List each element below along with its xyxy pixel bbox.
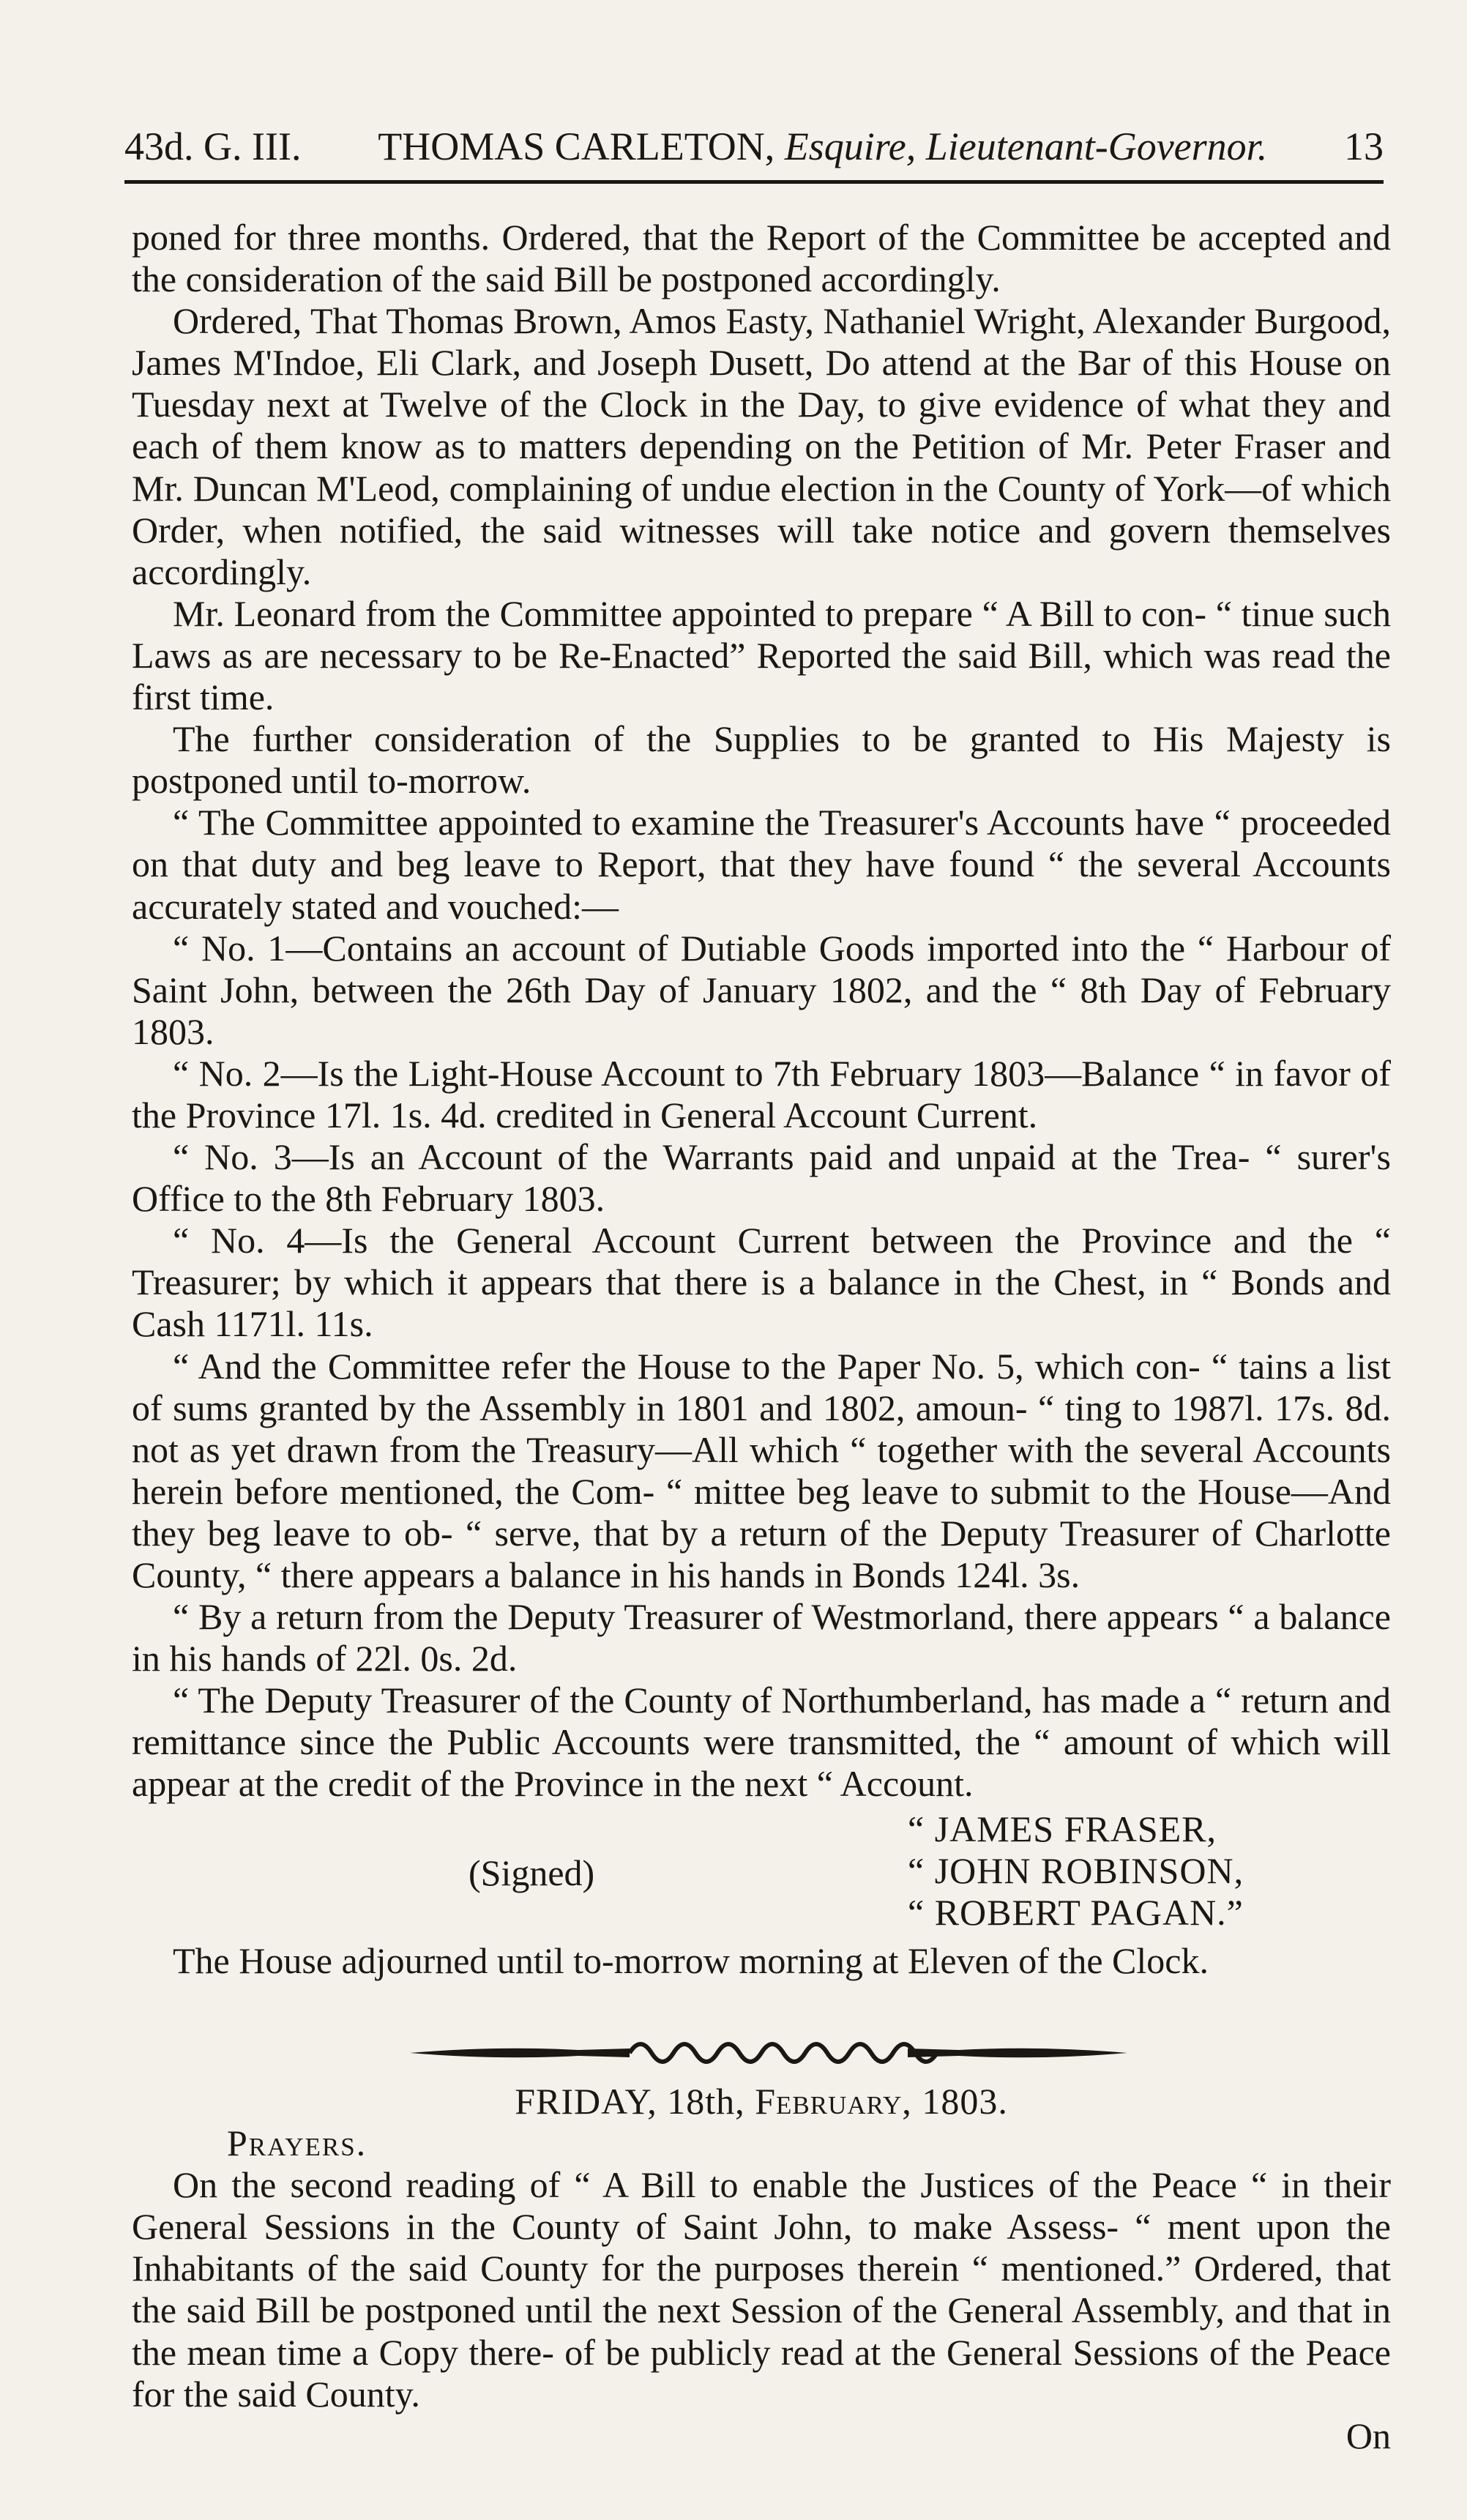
signature-block	[132, 1808, 1391, 1940]
date-prefix: FRIDAY, 18th,	[515, 2081, 755, 2122]
paragraph: “ The Deputy Treasurer of the County of Northumberland, has made a “ return and remittance since the Public Accounts were transmitted, the “ amount of which will appear at the credit of the Province in the next “ Account.	[132, 1680, 1391, 1805]
paragraph: “ No. 1—Contains an account of Dutiable Goods imported into the “ Harbour of Saint John, between the 26th Day of January 1802, and the “ 8th Day of February 1803.	[132, 927, 1391, 1052]
paragraph: “ By a return from the Deputy Treasurer of Westmorland, there appears “ a balance in his hands of 22l. 0s. 2d.	[132, 1596, 1391, 1680]
adjournment-line: The House adjourned until to-morrow morning at Eleven of the Clock.	[173, 1939, 1209, 1981]
header-rule	[124, 180, 1384, 184]
prayers-heading: Prayers.	[227, 2122, 367, 2164]
header-title-main: THOMAS CARLETON,	[378, 124, 785, 168]
session-date	[132, 2081, 1391, 2122]
paragraph: “ No. 3—Is an Account of the Warrants paid and unpaid at the Trea- “ surer's Office to the 8th February 1803.	[132, 1136, 1391, 1220]
header-title	[378, 124, 1267, 168]
paragraph: Mr. Leonard from the Committee appointed to prepare “ A Bill to con- “ tinue such Laws as are necessary to be Re-Enacted” Reported the said Bill, which was read the first time.	[132, 592, 1391, 718]
paragraph: On the second reading of “ A Bill to enable the Justices of the Peace “ in their General Sessions in the County of Saint John, to make Assess- “ ment upon the Inhabitants of the said County for the purposes therein “ mentioned.” Ordered, that the said Bill be postponed until the next Session of the General Assembly, and that in the mean time a Copy there- of be publicly read at the General Sessions of the Peace for the said County.	[132, 2164, 1391, 2415]
paragraph: “ The Committee appointed to examine the Treasurer's Accounts have “ proceeded on that duty and beg leave to Report, that they have found “ the several Accounts accurately stated and vouched:—	[132, 802, 1391, 927]
date-month: February,	[755, 2081, 912, 2122]
catchword: On	[1345, 2415, 1391, 2456]
signatory-list	[908, 1808, 1244, 1934]
signed-label: (Signed)	[469, 1852, 595, 1893]
paragraph: “ And the Committee refer the House to the Paper No. 5, which con- “ tains a list of sums granted by the Assembly in 1801 and 1802, amoun- “ ting to 1987l. 17s. 8d. not as yet drawn from the Treasury—All which “ together with the several Accounts herein before mentioned, the Com- “ mittee beg leave to submit to the House—And they beg leave to ob- “ serve, that by a return of the Deputy Treasurer of Charlotte County, “ there appears a balance in his hands in Bonds 124l. 3s.	[132, 1345, 1391, 1595]
paragraph: poned for three months. Ordered, that the Report of the Committee be accepted and the consideration of the said Bill be postponed accordingly.	[132, 217, 1391, 300]
header-title-italic: Esquire, Lieutenant-Governor.	[784, 124, 1268, 168]
regnal-year: 43d. G. III.	[124, 124, 302, 168]
body-text	[132, 217, 1391, 1982]
signatory-name: “ JAMES FRASER,	[908, 1808, 1217, 1849]
page-number: 13	[1344, 124, 1384, 168]
paragraph: Ordered, That Thomas Brown, Amos Easty, Nathaniel Wright, Alexander Burgood, James M'Indoe, Eli Clark, and Joseph Dusett, Do attend at the Bar of this House on Tuesday next at Twelve of the Clock in the Day, to give evidence of what they and each of them know as to matters depending on the Petition of Mr. Peter Fraser and Mr. Duncan M'Leod, complaining of undue election in the County of York—of which Order, when notified, the said witnesses will take notice and govern themselves accordingly.	[132, 300, 1391, 592]
paragraph: “ No. 4—Is the General Account Current between the Province and the “ Treasurer; by which it appears that there is a balance in the Chest, in “ Bonds and Cash 1171l. 11s.	[132, 1220, 1391, 1345]
paragraph: The further consideration of the Supplies to be granted to His Majesty is postponed until to-morrow.	[132, 718, 1391, 802]
date-year: 1803.	[911, 2081, 1008, 2122]
signatory-name: “ ROBERT PAGAN.”	[908, 1891, 1244, 1933]
signatory-name: “ JOHN ROBINSON,	[908, 1849, 1244, 1891]
paragraph: “ No. 2—Is the Light-House Account to 7th February 1803—Balance “ in favor of the Province 17l. 1s. 4d. credited in General Account Current.	[132, 1052, 1391, 1136]
ornamental-rule-icon	[410, 2038, 1127, 2068]
running-header	[124, 124, 1384, 168]
friday-section	[132, 2081, 1391, 2457]
